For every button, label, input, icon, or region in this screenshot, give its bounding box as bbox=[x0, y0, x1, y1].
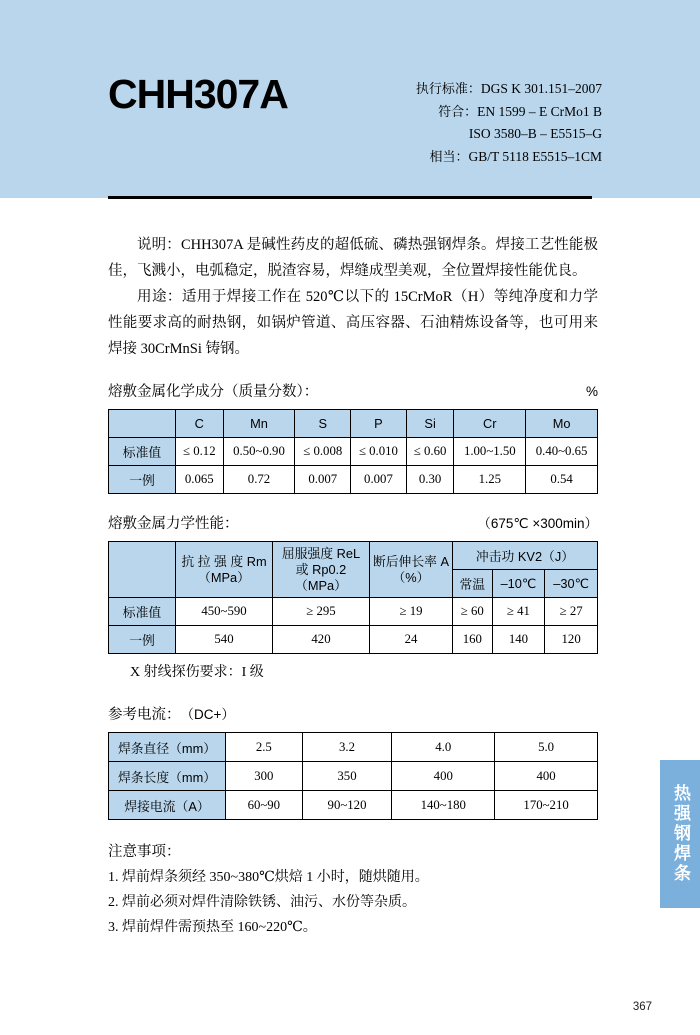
table-cell: 120 bbox=[545, 626, 598, 654]
table-cell: ≥ 60 bbox=[453, 598, 493, 626]
mechanical-properties-section bbox=[108, 512, 598, 685]
reference-current-polarity: （DC+） bbox=[180, 707, 235, 722]
table-cell: ≤ 0.008 bbox=[295, 438, 351, 466]
column-header: Cr bbox=[454, 410, 526, 438]
chemical-composition-unit: % bbox=[585, 384, 598, 399]
reference-current-table bbox=[108, 732, 598, 820]
section-tab-label: 热强钢焊条 bbox=[671, 784, 690, 884]
row-header: 标准值 bbox=[109, 438, 176, 466]
table-cell: 170~210 bbox=[495, 791, 598, 820]
table-header-row bbox=[109, 542, 598, 570]
mechanical-properties-title: 熔敷金属力学性能： bbox=[108, 516, 239, 532]
table-cell: 540 bbox=[176, 626, 273, 654]
table-header-row bbox=[109, 410, 598, 438]
column-header: C bbox=[176, 410, 224, 438]
standard-value: ISO 3580–B – E5515–G bbox=[468, 126, 602, 141]
row-header: 焊条直径（mm） bbox=[109, 733, 226, 762]
table-cell: 60~90 bbox=[226, 791, 303, 820]
table-cell: 0.40~0.65 bbox=[526, 438, 598, 466]
table-cell: ≥ 19 bbox=[370, 598, 453, 626]
table-row bbox=[109, 762, 598, 791]
mechanical-properties-table bbox=[108, 541, 598, 654]
table-cell: ≤ 0.12 bbox=[176, 438, 224, 466]
usage-text: 适用于焊接工作在 520℃以下的 15CrMoR（H）等纯净度和力学性能要求高的耐热钢，如锅炉管道、高压容器、石油精炼设备等，也可用来焊接 30CrMnSi 铸钢。 bbox=[108, 289, 599, 357]
mechanical-properties-condition: （675℃ ×300min） bbox=[477, 516, 598, 531]
table-cell: 0.007 bbox=[351, 466, 407, 494]
xray-requirement: X 射线探伤要求：I 级 bbox=[130, 665, 264, 680]
standard-row bbox=[416, 78, 602, 101]
table-row bbox=[109, 733, 598, 762]
table-cell: 300 bbox=[226, 762, 303, 791]
standards-block bbox=[416, 78, 602, 168]
table-row bbox=[109, 791, 598, 820]
usage-lead: 用途： bbox=[137, 289, 182, 305]
table-cell: 400 bbox=[392, 762, 495, 791]
standard-row bbox=[416, 101, 602, 124]
table-cell: 0.30 bbox=[406, 466, 454, 494]
notes-item: 2. 焊前必须对焊件清除铁锈、油污、水份等杂质。 bbox=[108, 895, 416, 910]
description-paragraph bbox=[108, 232, 598, 284]
standard-value: DGS K 301.151–2007 bbox=[480, 81, 602, 96]
row-header: 标准值 bbox=[109, 598, 176, 626]
table-row bbox=[109, 598, 598, 626]
table-cell: 350 bbox=[302, 762, 392, 791]
table-cell: 4.0 bbox=[392, 733, 495, 762]
table-cell: 140~180 bbox=[392, 791, 495, 820]
table-cell: 0.54 bbox=[526, 466, 598, 494]
table-cell: 420 bbox=[273, 626, 370, 654]
table-cell: 450~590 bbox=[176, 598, 273, 626]
standard-label: 符合： bbox=[438, 103, 478, 119]
table-cell: 140 bbox=[492, 626, 545, 654]
column-header: S bbox=[295, 410, 351, 438]
column-header-impact-m10: –10℃ bbox=[492, 570, 545, 598]
description-lead: 说明： bbox=[137, 237, 181, 253]
table-cell: 0.50~0.90 bbox=[223, 438, 295, 466]
standard-row bbox=[416, 123, 602, 146]
chemical-composition-table bbox=[108, 409, 598, 494]
column-header-tensile: 抗 拉 强 度 Rm（MPa） bbox=[176, 542, 273, 598]
page-title: CHH307A bbox=[108, 71, 288, 117]
column-header-elongation: 断后伸长率 A（%） bbox=[370, 542, 453, 598]
notes-item: 1. 焊前焊条须经 350~380℃烘焙 1 小时，随烘随用。 bbox=[108, 870, 429, 885]
column-header: P bbox=[351, 410, 407, 438]
table-cell: 24 bbox=[370, 626, 453, 654]
chemical-composition-title: 熔敷金属化学成分（质量分数）： bbox=[108, 384, 319, 400]
column-header-impact-rt: 常温 bbox=[453, 570, 493, 598]
chemical-composition-section bbox=[108, 380, 598, 494]
column-header: Mn bbox=[223, 410, 295, 438]
table-cell: ≥ 41 bbox=[492, 598, 545, 626]
column-header: Mo bbox=[526, 410, 598, 438]
table-cell: ≤ 0.60 bbox=[406, 438, 454, 466]
reference-current-section bbox=[108, 703, 598, 820]
page-number: 367 bbox=[632, 1001, 652, 1013]
usage-paragraph bbox=[108, 284, 598, 362]
column-header-yield: 屈服强度 ReL 或 Rp0.2（MPa） bbox=[273, 542, 370, 598]
notes-section bbox=[108, 840, 598, 940]
table-cell: 1.25 bbox=[454, 466, 526, 494]
standard-value: EN 1599 – E CrMo1 B bbox=[477, 103, 602, 119]
column-header-impact: 冲击功 KV2（J） bbox=[453, 542, 598, 570]
table-cell: 0.72 bbox=[223, 466, 295, 494]
table-cell: 0.065 bbox=[176, 466, 224, 494]
table-cell: 90~120 bbox=[302, 791, 392, 820]
notes-item: 3. 焊前焊件需预热至 160~220℃。 bbox=[108, 920, 317, 935]
description-text: CHH307A 是碱性药皮的超低硫、磷热强钢焊条。焊接工艺性能极佳，飞溅小，电弧稳定，脱渣容易，焊缝成型美观，全位置焊接性能优良。 bbox=[108, 237, 598, 279]
table-cell: 3.2 bbox=[302, 733, 392, 762]
standard-row bbox=[416, 146, 602, 169]
table-cell: ≥ 295 bbox=[273, 598, 370, 626]
standard-label: 相当： bbox=[429, 148, 469, 164]
table-cell: 5.0 bbox=[495, 733, 598, 762]
section-tab bbox=[660, 760, 700, 908]
table-row bbox=[109, 626, 598, 654]
table-cell: 400 bbox=[495, 762, 598, 791]
table-cell: 0.007 bbox=[295, 466, 351, 494]
notes-title: 注意事项： bbox=[108, 844, 181, 860]
row-header: 一例 bbox=[109, 466, 176, 494]
row-header: 焊接电流（A） bbox=[109, 791, 226, 820]
document-content bbox=[108, 232, 598, 940]
header-divider bbox=[108, 196, 592, 199]
row-header: 一例 bbox=[109, 626, 176, 654]
table-cell: 2.5 bbox=[226, 733, 303, 762]
table-row bbox=[109, 438, 598, 466]
standard-label: 执行标准： bbox=[415, 81, 481, 96]
standard-value: GB/T 5118 E5515–1CM bbox=[468, 148, 602, 164]
table-cell: ≤ 0.010 bbox=[351, 438, 407, 466]
corner-cell bbox=[109, 542, 176, 598]
row-header: 焊条长度（mm） bbox=[109, 762, 226, 791]
column-header: Si bbox=[406, 410, 454, 438]
table-cell: ≥ 27 bbox=[545, 598, 598, 626]
corner-cell bbox=[109, 410, 176, 438]
column-header-impact-m30: –30℃ bbox=[545, 570, 598, 598]
table-row bbox=[109, 466, 598, 494]
table-cell: 1.00~1.50 bbox=[454, 438, 526, 466]
table-cell: 160 bbox=[453, 626, 493, 654]
reference-current-title: 参考电流： bbox=[108, 707, 181, 723]
